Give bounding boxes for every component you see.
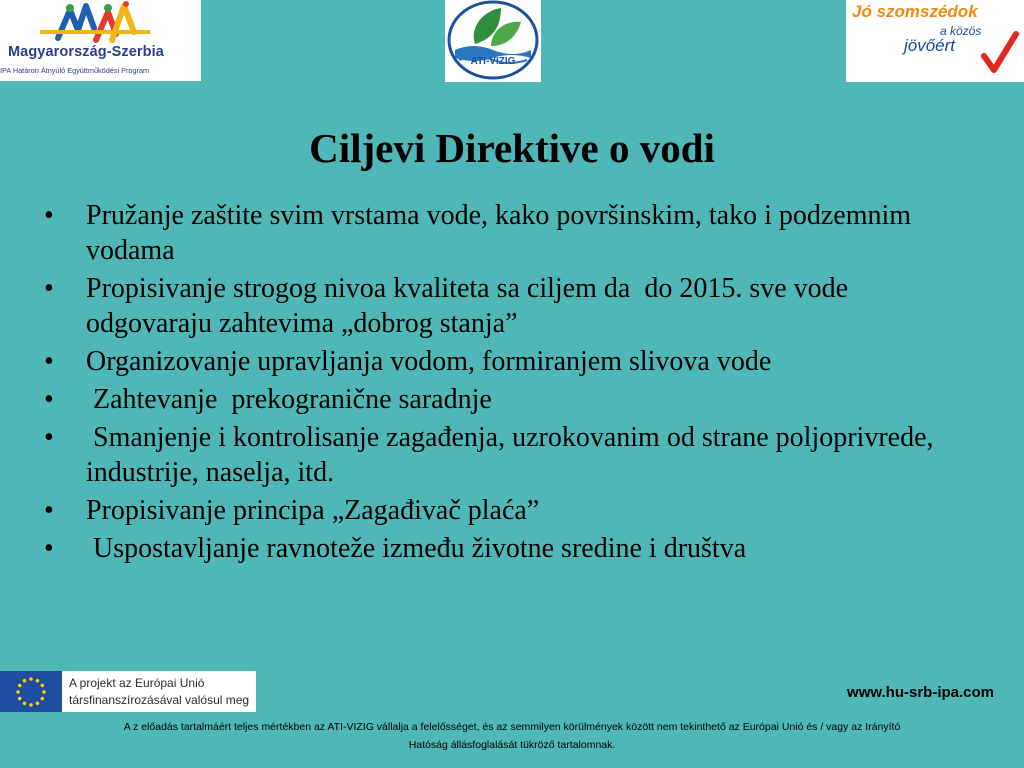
eu-text-line2: társfinanszírozásával valósul meg bbox=[69, 693, 250, 707]
disclaimer bbox=[20, 718, 1004, 754]
disclaimer-line1: A z előadás tartalmáért teljes mértékben az ATI-VIZIG vállalja a felelősséget, és az semmilyen körülmények között nem tekinthető az Európai Unió és / vagy az Irányító bbox=[123, 721, 901, 733]
vizig-emblem-icon bbox=[445, 0, 541, 82]
bullet-item: • Organizovanje upravljanja vodom, formiranjem slivova vode bbox=[44, 344, 964, 379]
bullet-item: • Uspostavljanje ravnoteže između životne sredine i društva bbox=[44, 531, 964, 566]
jo-szomszedok-line3: jövőért bbox=[904, 36, 956, 55]
program-title: Magyarország-Szerbia bbox=[8, 44, 164, 60]
eu-flag-icon bbox=[0, 671, 62, 712]
vizig-label: ATI-VIZIG bbox=[470, 56, 516, 67]
disclaimer-line2: Hatóság állásfoglalását tükröző tartalomnak. bbox=[408, 739, 616, 751]
eu-text-line1: A projekt az Európai Unió bbox=[69, 676, 205, 690]
magyarorszag-szerbia-logo bbox=[0, 0, 201, 81]
checkmark-icon bbox=[980, 30, 1020, 76]
eu-funding-badge bbox=[0, 671, 256, 712]
bullet-item: • Zahtevanje prekogranične saradnje bbox=[44, 382, 964, 417]
website-url: www.hu-srb-ipa.com bbox=[847, 684, 994, 701]
program-subtitle: IPA Határon Átnyúló Együttműködési Program bbox=[0, 66, 150, 75]
jo-szomszedok-line1: Jó szomszédok bbox=[852, 2, 978, 21]
bullet-item: • Propisivanje strogog nivoa kvaliteta sa ciljem da do 2015. sve vode odgovaraju zahtevima „dobrog stanja” bbox=[44, 271, 964, 341]
bullet-item: • Pružanje zaštite svim vrstama vode, kako površinskim, tako i podzemnim vodama bbox=[44, 198, 964, 268]
bullet-item: • Smanjenje i kontrolisanje zagađenja, uzrokovanim od strane poljoprivrede, industrije, naselja, itd. bbox=[44, 420, 964, 490]
jo-szomszedok-logo bbox=[846, 0, 1024, 82]
jo-szomszedok-line2: a közös bbox=[940, 24, 982, 38]
slide-title: Ciljevi Direktive o vodi bbox=[309, 125, 715, 171]
program-emblem-icon bbox=[0, 0, 201, 44]
bullet-item: • Propisivanje principa „Zagađivač plaća” bbox=[44, 493, 964, 528]
ati-vizig-logo bbox=[445, 0, 541, 82]
bullet-list bbox=[44, 198, 964, 569]
